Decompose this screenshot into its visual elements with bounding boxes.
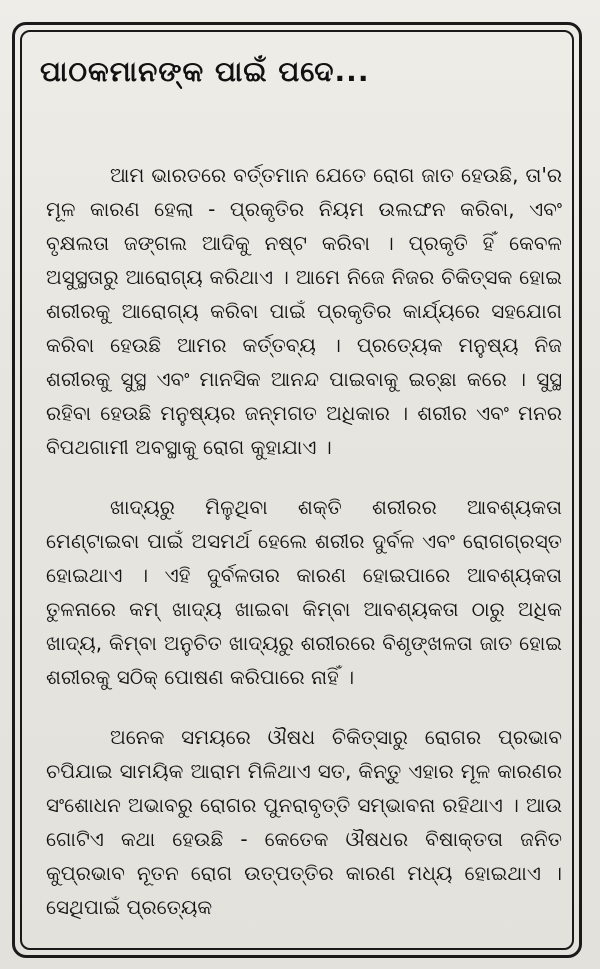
body-paragraph-3: ଅନେକ ସମୟରେ ଔଷଧ ଚିକିତ୍ସାରୁ ରୋଗର ପ୍ରଭାବ ଚପିଯାଇ ସାମୟିକ ଆରାମ ମିଳିଥାଏ ସତ, କିନ୍ତୁ ଏହାର ମୂଳ କାରଣର ସଂଶୋଧନ ଅଭାବରୁ ରୋଗର ପୁନରାବୃତ୍ତି ସମ୍ଭାବନା ରହିଥାଏ । ଆଉ ଗୋଟିଏ କଥା ହେଉଛି - କେତେକ ଔଷଧର ବିଷାକ୍ତତା ଜନିତ କୁପ୍ରଭାବ ନୂତନ ରୋଗ ଉତ୍ପତ୍ତିର କାରଣ ମଧ୍ୟ ହୋଇଥାଏ । ସେଥିପାଇଁ ପ୍ରତ୍ୟେକ [46,725,562,919]
body-paragraph-1: ଆମ ଭାରତରେ ବର୍ତ୍ତମାନ ଯେତେ ରୋଗ ଜାତ ହେଉଛି, ତା'ର ମୂଳ କାରଣ ହେଲା - ପ୍ରକୃତିର ନିୟମ ଉଲଙ୍ଘନ କରିବା, ଏବଂ ବୃକ୍ଷଲତା ଜଙ୍ଗଲ ଆଦିକୁ ନଷ୍ଟ କରିବା । ପ୍ରକୃତି ହିଁ କେବଳ ଅସୁସ୍ଥତାରୁ ଆରୋଗ୍ୟ କରିଥାଏ । ଆମେ ନିଜେ ନିଜର ଚିକିତ୍ସକ ହୋଇ ଶରୀରକୁ ଆରୋଗ୍ୟ କରିବା ପାଇଁ ପ୍ରକୃତିର କାର୍ଯ୍ୟରେ ସହଯୋଗ କରିବା ହେଉଛି ଆମର କର୍ତ୍ତବ୍ୟ । ପ୍ରତ୍ୟେକ ମନୁଷ୍ୟ ନିଜ ଶରୀରକୁ ସୁସ୍ଥ ଏବଂ ମାନସିକ ଆନନ୍ଦ ପାଇବାକୁ ଇଚ୍ଛା କରେ । ସୁସ୍ଥ ରହିବା ହେଉଛି ମନୁଷ୍ୟର ଜନ୍ମଗତ ଅଧିକାର । ଶରୀର ଏବଂ ମନର ବିପଥଗାମୀ ଅବସ୍ଥାକୁ ରୋଗ କୁହାଯାଏ । [46,163,562,459]
article-body [46,158,562,924]
article-title: ପାଠକମାନଙ୍କ ପାଇଁ ପଦେ... [40,55,370,88]
body-paragraph-2: ଖାଦ୍ୟରୁ ମିଳୁଥିବା ଶକ୍ତି ଶରୀରର ଆବଶ୍ୟକତା ମେଣ୍ଟାଇବା ପାଇଁ ଅସମର୍ଥ ହେଲେ ଶରୀର ଦୁର୍ବଳ ଏବଂ ରୋଗଗ୍ରସ୍ତ ହୋଇଥାଏ । ଏହି ଦୁର୍ବଳତାର କାରଣ ହୋଇପାରେ ଆବଶ୍ୟକତା ତୁଳନାରେ କମ୍ ଖାଦ୍ୟ ଖାଇବା କିମ୍ବା ଆବଶ୍ୟକତା ଠାରୁ ଅଧିକ ଖାଦ୍ୟ, କିମ୍ବା ଅନୁଚିତ ଖାଦ୍ୟରୁ ଶରୀରରେ ବିଶୃଙ୍ଖଳତା ଜାତ ହୋଇ ଶରୀରକୁ ସଠିକ୍ ପୋଷଣ କରିପାରେ ନାହିଁ । [46,495,562,689]
